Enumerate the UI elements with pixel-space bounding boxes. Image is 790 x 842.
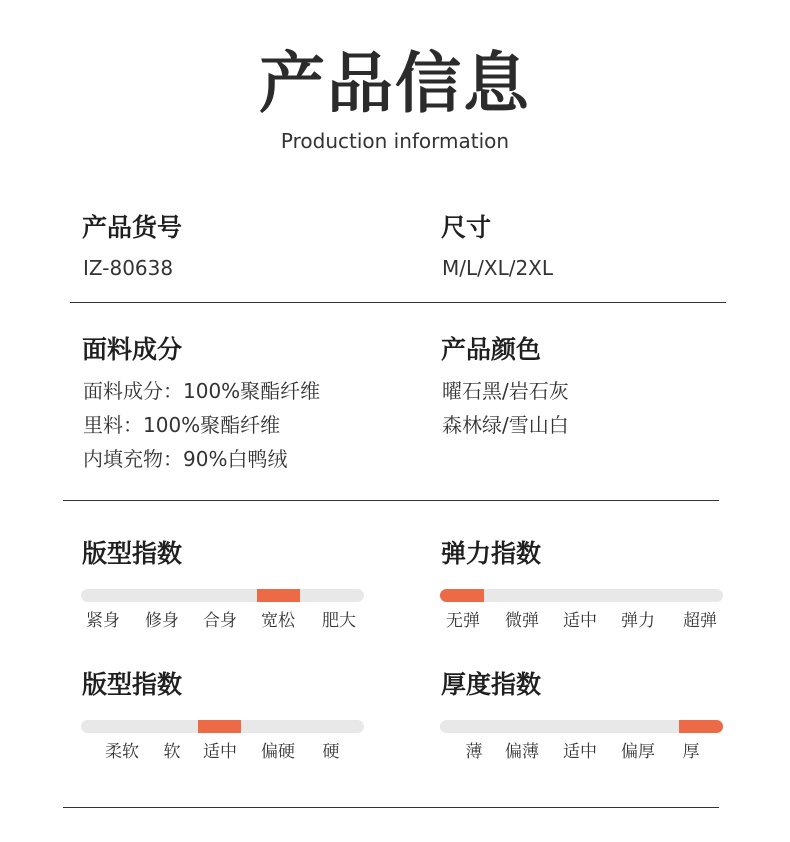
thickness-index-indicator	[679, 720, 723, 733]
softness-option: 柔软	[105, 742, 139, 762]
thickness-option: 偏薄	[505, 742, 539, 762]
softness-option: 硬	[322, 742, 340, 762]
fit-index-track	[81, 589, 364, 602]
fabric-line: 面料成分：100%聚酯纤维	[83, 379, 321, 403]
thickness-option: 偏厚	[621, 742, 655, 762]
page-subtitle: Production information	[280, 129, 510, 153]
elastic-option: 微弹	[505, 611, 539, 631]
softness-option: 适中	[203, 742, 237, 762]
fit-index-indicator	[257, 589, 300, 602]
fabric-heading: 面料成分	[82, 335, 183, 364]
divider	[70, 302, 726, 303]
thickness-option: 厚	[682, 742, 700, 762]
fit-option: 合身	[203, 611, 237, 631]
softness-index-indicator	[198, 720, 241, 733]
softness-index-heading: 版型指数	[82, 670, 183, 699]
divider	[63, 807, 719, 808]
fit-option: 紧身	[86, 611, 120, 631]
size-heading: 尺寸	[441, 213, 492, 242]
fit-index-heading: 版型指数	[82, 539, 183, 568]
elastic-option: 适中	[563, 611, 597, 631]
elastic-index-heading: 弹力指数	[441, 539, 542, 568]
color-line: 森林绿/雪山白	[442, 413, 569, 437]
elastic-index-indicator	[440, 589, 484, 602]
elastic-index-track	[440, 589, 723, 602]
thickness-index-track	[440, 720, 723, 733]
fit-option: 肥大	[322, 611, 356, 631]
thickness-option: 薄	[465, 742, 483, 762]
fit-option: 修身	[145, 611, 179, 631]
lining-line: 里料：100%聚酯纤维	[83, 413, 281, 437]
elastic-option: 超弹	[683, 611, 717, 631]
fit-option: 宽松	[261, 611, 295, 631]
elastic-option: 弹力	[621, 611, 655, 631]
softness-option: 偏硬	[261, 742, 295, 762]
color-heading: 产品颜色	[441, 335, 542, 364]
softness-option: 软	[163, 742, 181, 762]
filling-line: 内填充物：90%白鸭绒	[83, 447, 288, 471]
thickness-index-heading: 厚度指数	[441, 670, 542, 699]
divider	[63, 500, 719, 501]
product-no-value: IZ-80638	[83, 256, 174, 280]
softness-index-track	[81, 720, 364, 733]
page-title: 产品信息	[259, 45, 531, 122]
product-no-heading: 产品货号	[82, 213, 183, 242]
elastic-option: 无弹	[446, 611, 480, 631]
thickness-option: 适中	[563, 742, 597, 762]
color-line: 曜石黑/岩石灰	[442, 379, 569, 403]
size-value: M/L/XL/2XL	[442, 256, 554, 280]
